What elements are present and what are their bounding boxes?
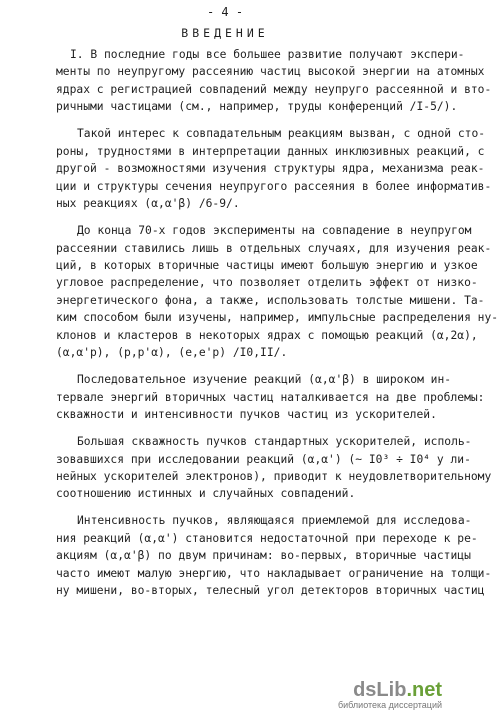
watermark-tagline: библиотека диссертаций bbox=[337, 700, 442, 710]
text-line: роны, трудностями в интерпретации данных инклюзивных реакций, с bbox=[56, 144, 485, 158]
text-line: часто имеют малую энергию, что накладывает ограничение на толщи- bbox=[56, 566, 492, 580]
text-line: Большая скважность пучков стандартных ускорителей, исполь- bbox=[77, 435, 472, 449]
text-line: Такой интерес к совпадательным реакциям вызван, с одной сто- bbox=[77, 127, 486, 141]
watermark-logo: dsLib.net bbox=[353, 679, 442, 701]
text-line: I. В последние годы все большее развитие получают экспери- bbox=[70, 48, 465, 61]
text-line: угловое распределение, что позволяет отделить эффект от низко- bbox=[56, 276, 478, 290]
text-line: другой - возможностями изучения структуры ядра, механизма реак- bbox=[56, 162, 485, 176]
text-line: ричными частицами (см., например, труды конференций /I-5/). bbox=[56, 100, 458, 114]
text-line: (α,α'p), (p,p'α), (e,e'p) /I0,II/. bbox=[56, 346, 288, 360]
text-line: скважности и интенсивности пучков частиц из ускорителей. bbox=[56, 408, 437, 422]
text-line: тервале энергий вторичных частиц наталкивается на две проблемы: bbox=[56, 390, 485, 404]
text-line: зовавшихся при исследовании реакций (α,α') (~ I0³ ÷ I0⁴ у ли- bbox=[56, 452, 471, 466]
text-line: акциям (α,α'β) по двум причинам: во-первых, вторичные частицы bbox=[56, 549, 471, 563]
paragraph bbox=[56, 125, 492, 212]
text-line: нейных ускорителей электронов), приводит к неудовлетворительному bbox=[56, 469, 492, 483]
text-line: соотношению истинных и случайных совпадений. bbox=[56, 487, 356, 501]
text-line: ций, в которых вторичные частицы имеют большую энергию и узкое bbox=[56, 258, 478, 272]
text-line: ядрах с регистрацией совпадений между неупруго рассеянной и вто- bbox=[56, 82, 492, 96]
page-title: ВВЕДЕНИЕ bbox=[181, 26, 269, 40]
paragraph bbox=[56, 433, 492, 503]
text-line: энергетического фона, а также, использовать толстые мишени. Та- bbox=[56, 293, 485, 307]
text-line: Интенсивность пучков, являющаяся приемлемой для исследова- bbox=[77, 514, 472, 528]
text-line: До конца 70-х годов эксперименты на совпадение в неупругом bbox=[77, 224, 472, 238]
paragraph bbox=[56, 222, 498, 362]
text-line: Последовательное изучение реакций (α,α'β) в широком ин- bbox=[77, 373, 452, 387]
text-line: ну мишени, во-вторых, телесный угол детекторов вторичных частиц bbox=[56, 584, 485, 598]
paragraph bbox=[56, 46, 492, 116]
text-line: ким способом были изучены, например, импульсные распределения ну- bbox=[56, 311, 498, 325]
watermark bbox=[338, 680, 442, 711]
paragraph bbox=[56, 371, 485, 423]
text-line: ния реакций (α,α') становится недостаточной при переходе к ре- bbox=[56, 531, 478, 545]
body-text bbox=[56, 46, 498, 609]
text-line: ных реакциях (α,α'β) /6-9/. bbox=[56, 197, 240, 211]
page-number: - 4 - bbox=[206, 5, 244, 19]
text-line: ции и структуры сечения неупругого рассеяния в более информатив- bbox=[56, 179, 492, 193]
text-line: рассеянии ставились лишь в отдельных случаях, для изучения реак- bbox=[56, 241, 492, 255]
text-line: клонов и кластеров в некоторых ядрах с помощью реакций (α,2α), bbox=[56, 328, 478, 342]
paragraph bbox=[56, 512, 492, 599]
text-line: менты по неупругому рассеянию частиц высокой энергии на атомных bbox=[56, 65, 485, 79]
